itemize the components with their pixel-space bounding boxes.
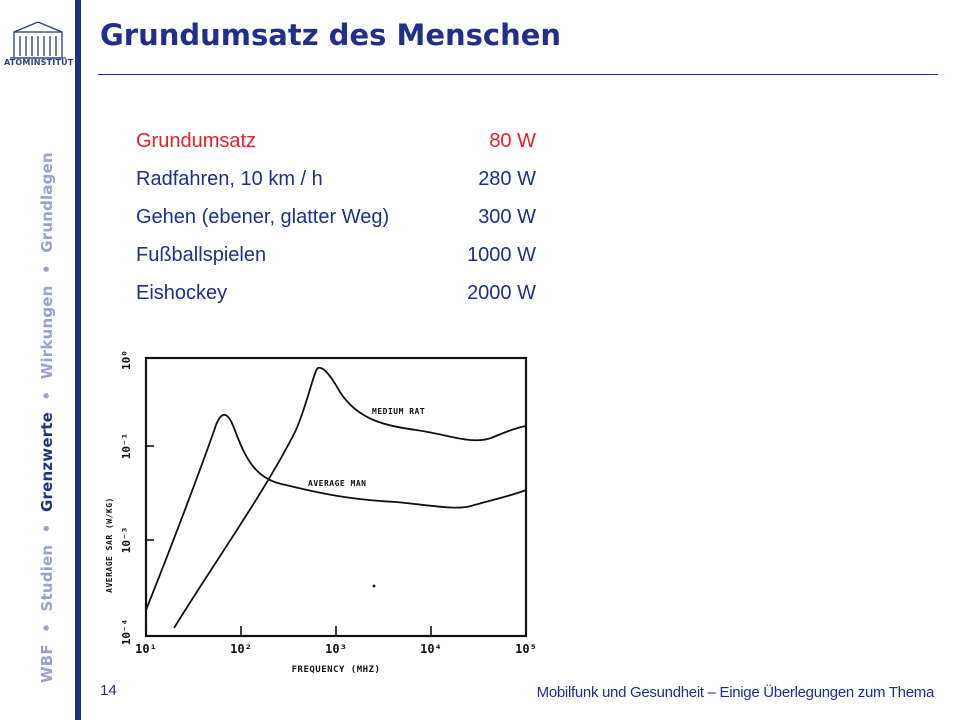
side-nav-separator: • (38, 390, 56, 401)
activity-row-eishockey (136, 274, 536, 312)
side-nav-separator: • (38, 523, 56, 534)
y-tick-label: 10⁻¹ (120, 432, 133, 460)
side-navigation (38, 152, 56, 683)
side-nav-separator: • (38, 264, 56, 275)
activity-label: Radfahren, 10 km / h (136, 168, 323, 190)
activity-label: Grundumsatz (136, 130, 257, 152)
curve-label-average-man: AVERAGE MAN (308, 479, 367, 488)
vertical-accent-bar (75, 0, 81, 720)
activity-row-grundumsatz (136, 122, 536, 160)
y-tick-label: 10⁰ (120, 350, 133, 370)
activity-label: Fußballspielen (136, 244, 267, 266)
figure-plot-frame (146, 358, 526, 636)
side-nav-item-grundlagen[interactable]: Grundlagen (38, 152, 56, 253)
activity-value: 300 W (478, 206, 536, 228)
x-tick-label: 10⁵ (515, 642, 537, 656)
page-title: Grundumsatz des Menschen (100, 18, 562, 52)
x-tick-label: 10¹ (135, 642, 157, 656)
x-tick-label: 10² (230, 642, 252, 656)
scan-speck (373, 585, 376, 588)
title-divider (98, 74, 938, 75)
activity-row-gehen (136, 198, 536, 236)
logo-text: ATOMINSTITUT (4, 58, 74, 67)
activity-row-fussballspielen (136, 236, 536, 274)
side-nav-item-grenzwerte[interactable]: Grenzwerte (38, 411, 56, 513)
activity-label: Gehen (ebener, glatter Weg) (136, 206, 390, 228)
x-tick-label: 10³ (325, 642, 347, 656)
y-tick-label: 10⁻⁴ (120, 618, 133, 646)
footer-text: Mobilfunk und Gesundheit – Einige Überlegungen zum Thema (536, 684, 934, 701)
activity-value: 2000 W (467, 282, 536, 304)
curve-label-medium-rat: MEDIUM RAT (372, 407, 426, 416)
sar-frequency-figure (96, 340, 546, 680)
activity-row-radfahren (136, 160, 536, 198)
side-nav-separator: • (38, 622, 56, 633)
activity-label: Eishockey (136, 282, 228, 304)
activity-list (136, 122, 536, 312)
activity-value: 80 W (489, 130, 536, 152)
side-nav-item-wirkungen[interactable]: Wirkungen (38, 285, 56, 380)
x-tick-label: 10⁴ (420, 642, 442, 656)
side-nav-item-studien[interactable]: Studien (38, 544, 56, 612)
x-axis-title: FREQUENCY (MHZ) (291, 665, 381, 675)
activity-value: 280 W (478, 168, 536, 190)
activity-value: 1000 W (467, 244, 536, 266)
y-tick-label: 10⁻³ (120, 526, 133, 554)
y-axis-title: AVERAGE SAR (W/KG) (105, 497, 114, 593)
page-number: 14 (100, 682, 117, 699)
side-nav-item-wbf[interactable]: WBF (38, 644, 56, 683)
